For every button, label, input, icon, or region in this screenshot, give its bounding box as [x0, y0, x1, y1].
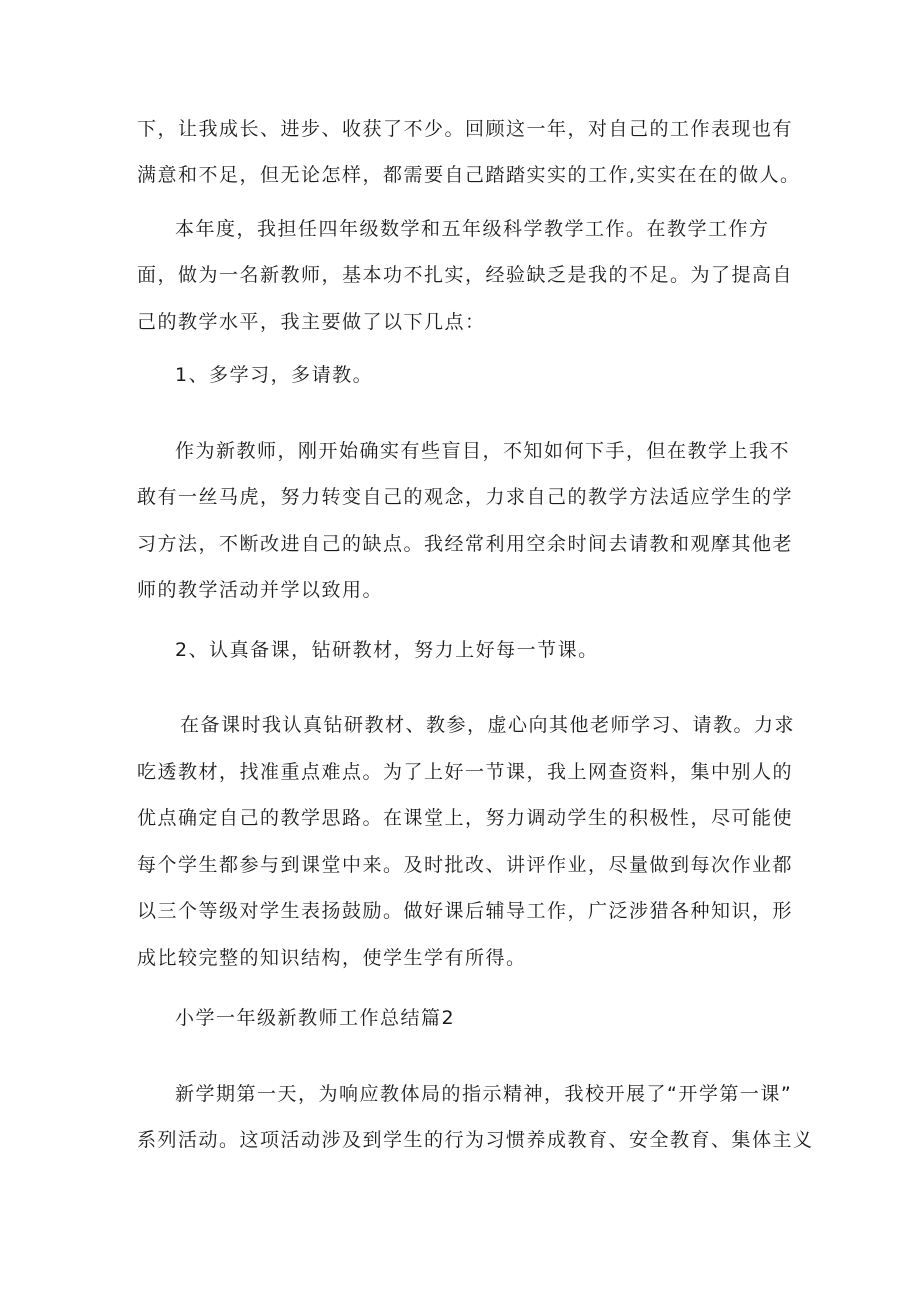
section-title: 小学一年级新教师工作总结篇2 — [175, 1007, 456, 1029]
paragraph-line: 敢有一丝马虎，努力转变自己的观念，力求自己的教学方法适应学生的学 — [137, 486, 794, 508]
paragraph-line: 在备课时我认真钻研教材、教参，虚心向其他老师学习、请教。力求 — [180, 714, 796, 736]
paragraph-line: 优点确定自己的教学思路。在课堂上，努力调动学生的积极性，尽可能使 — [137, 807, 794, 829]
paragraph-line: 系列活动。这项活动涉及到学生的行为习惯养成教育、安全教育、集体主义 — [137, 1129, 814, 1151]
paragraph-line: 下，让我成长、进步、收获了不少。回顾这一年，对自己的工作表现也有 — [137, 118, 794, 140]
section-heading: 1、多学习，多请教。 — [175, 364, 374, 386]
paragraph-line: 每个学生都参与到课堂中来。及时批改、讲评作业，尽量做到每次作业都 — [137, 854, 794, 876]
paragraph-line: 以三个等级对学生表扬鼓励。做好课后辅导工作，广泛涉猎各种知识，形 — [137, 900, 794, 922]
section-heading: 2、认真备课，钻研教材，努力上好每一节课。 — [175, 639, 599, 661]
paragraph-line: 成比较完整的知识结构，使学生学有所得。 — [137, 947, 527, 969]
paragraph-line: 新学期第一天，为响应教体局的指示精神，我校开展了“开学第一课” — [175, 1083, 793, 1105]
paragraph-line: 面，做为一名新教师，基本功不扎实，经验缺乏是我的不足。为了提高自 — [137, 264, 794, 286]
paragraph-line: 本年度，我担任四年级数学和五年级科学教学工作。在教学工作方 — [175, 218, 770, 240]
paragraph-line: 师的教学活动并学以致用。 — [137, 579, 384, 601]
paragraph-line: 吃透教材，找准重点难点。为了上好一节课，我上网查资料，集中别人的 — [137, 761, 794, 783]
paragraph-line: 己的教学水平，我主要做了以下几点： — [137, 311, 486, 333]
paragraph-line: 满意和不足，但无论怎样，都需要自己踏踏实实的工作,实实在在的做人。 — [137, 164, 801, 186]
paragraph-line: 作为新教师，刚开始确实有些盲目，不知如何下手，但在教学上我不 — [175, 440, 791, 462]
paragraph-line: 习方法，不断改进自己的缺点。我经常利用空余时间去请教和观摩其他老 — [137, 533, 794, 555]
